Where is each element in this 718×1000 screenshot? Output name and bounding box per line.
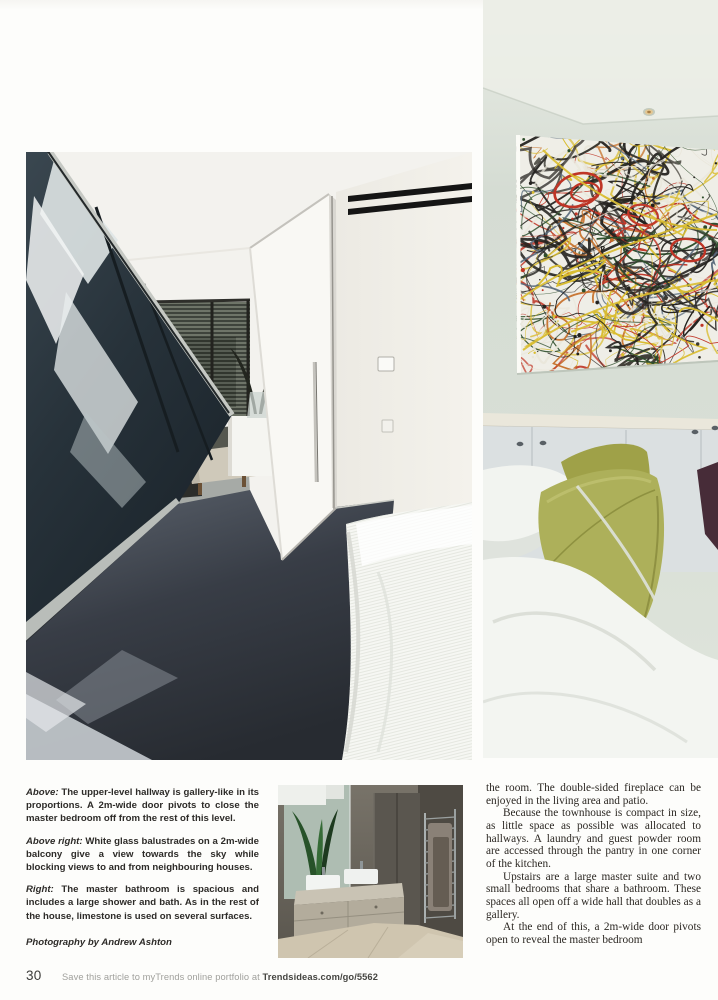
article-body <box>486 782 701 947</box>
body-paragraph: At the end of this, a 2m-wide door pivots open to reveal the master bedroom <box>486 921 701 946</box>
footer-text: Save this article to myTrends online portfolio at <box>62 972 263 982</box>
caption-above-right-text: White glass balustrades on a 2m-wide balcony give a view towards the sky while blocking views to and from neighbouring houses. <box>26 835 259 874</box>
downlight <box>643 108 655 116</box>
caption-right-text: The master bathroom is spacious and includes a large shower and bath. As in the rest of the house, limestone is used on several surfaces. <box>26 884 259 922</box>
body-paragraph: Upstairs are a large master suite and two small bedrooms that share a bathroom. These spaces all open off a wide hall that doubles as a gallery. <box>486 870 701 921</box>
footer-url: Trendsideas.com/go/5562 <box>262 972 378 982</box>
bathroom-photo <box>278 785 463 958</box>
footer-note <box>62 972 378 982</box>
caption-right-lead: Right: <box>26 884 54 896</box>
bed <box>336 500 472 760</box>
body-paragraph: the room. The double-sided fireplace can be enjoyed in the living area and patio. <box>486 782 701 807</box>
caption-right <box>26 883 259 923</box>
bedroom-illustration <box>483 0 718 758</box>
power-outlet <box>382 420 393 432</box>
page-number: 30 <box>26 968 42 983</box>
body-paragraph: Because the townhouse is compact in size, as little space as possible was allocated to hallways. A laundry and guest powder room are accessed through the pantry in one corner of the kitchen. <box>486 807 701 870</box>
hallway-illustration <box>26 152 472 760</box>
caption-block <box>26 786 259 958</box>
caption-above-text: The upper-level hallway is gallery-like in its proportions. A 2m-wide door pivots to close the master bedroom off from the rest of this level. <box>26 787 259 825</box>
caption-above <box>26 786 259 826</box>
caption-above-right-lead: Above right: <box>26 835 83 847</box>
hallway-photo <box>26 152 472 760</box>
caption-above-right <box>26 835 259 875</box>
caption-above-lead: Above: <box>26 787 59 798</box>
bathroom-illustration <box>278 785 463 958</box>
photo-credit: Photography by Andrew Ashton <box>26 936 172 948</box>
thermostat <box>378 357 394 371</box>
bedroom-art-photo <box>483 0 718 758</box>
